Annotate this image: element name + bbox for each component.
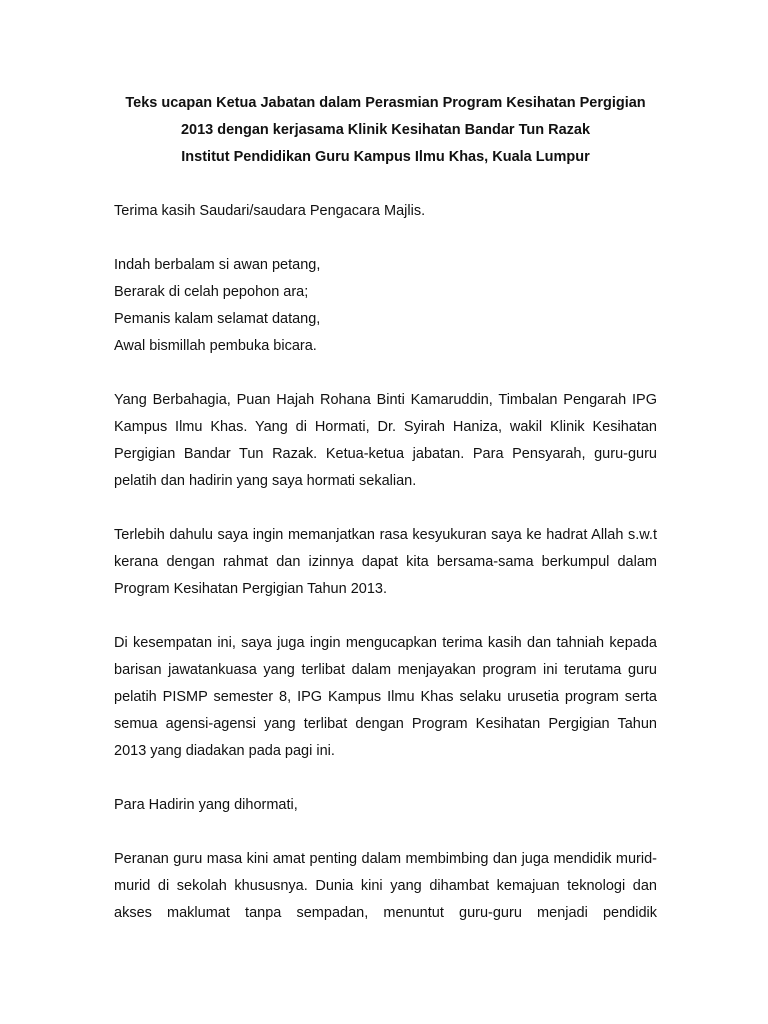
salutation-paragraph: Yang Berbahagia, Puan Hajah Rohana Binti Kamaruddin, Timbalan Pengarah IPG Kampus Ilmu Khas. Yang di Hormati, Dr. Syirah Haniza, wakil Klinik Kesihatan Pergigian Bandar Tun Razak. Ketua-ketua jabatan. Para Pensyarah, guru-guru pelatih dan hadirin yang saya hormati sekalian. [114,392,657,489]
gratitude-paragraph: Terlebih dahulu saya ingin memanjatkan rasa kesyukuran saya ke hadrat Allah s.w.t kerana dengan rahmat dan izinnya dapat kita bersama-sama berkumpul dalam Program Kesihatan Pergigian Tahun 2013. [114,527,657,597]
poem-line: Indah berbalam si awan petang, [114,257,321,273]
poem-line: Awal bismillah pembuka bicara. [114,338,317,354]
title-line: Teks ucapan Ketua Jabatan dalam Perasmian Program Kesihatan Pergigian [125,95,646,111]
poem-line: Berarak di celah pepohon ara; [114,284,309,300]
document-page [114,0,657,927]
audience-address: Para Hadirin yang dihormati, [114,797,298,813]
poem-line: Pemanis kalam selamat datang, [114,311,321,327]
document-title [114,90,657,171]
thanks-paragraph: Di kesempatan ini, saya juga ingin mengucapkan terima kasih dan tahniah kepada barisan jawatankuasa yang terlibat dalam menjayakan program ini terutama guru pelatih PISMP semester 8, IPG Kampus Ilmu Khas selaku urusetia program serta semua agensi-agensi yang terlibat dengan Program Kesihatan Pergigian Tahun 2013 yang diadakan pada pagi ini. [114,635,657,759]
title-line: 2013 dengan kerjasama Klinik Kesihatan Bandar Tun Razak [180,122,591,138]
greeting-paragraph: Terima kasih Saudari/saudara Pengacara Majlis. [114,203,426,219]
title-line: Institut Pendidikan Guru Kampus Ilmu Khas, Kuala Lumpur [181,149,590,165]
pantun-verse [114,252,657,360]
teacher-role-paragraph: Peranan guru masa kini amat penting dalam membimbing dan juga mendidik murid-murid di sekolah khususnya. Dunia kini yang dihambat kemajuan teknologi dan akses maklumat tanpa sempadan, menuntut guru-guru menjadi pendidik [114,851,657,921]
